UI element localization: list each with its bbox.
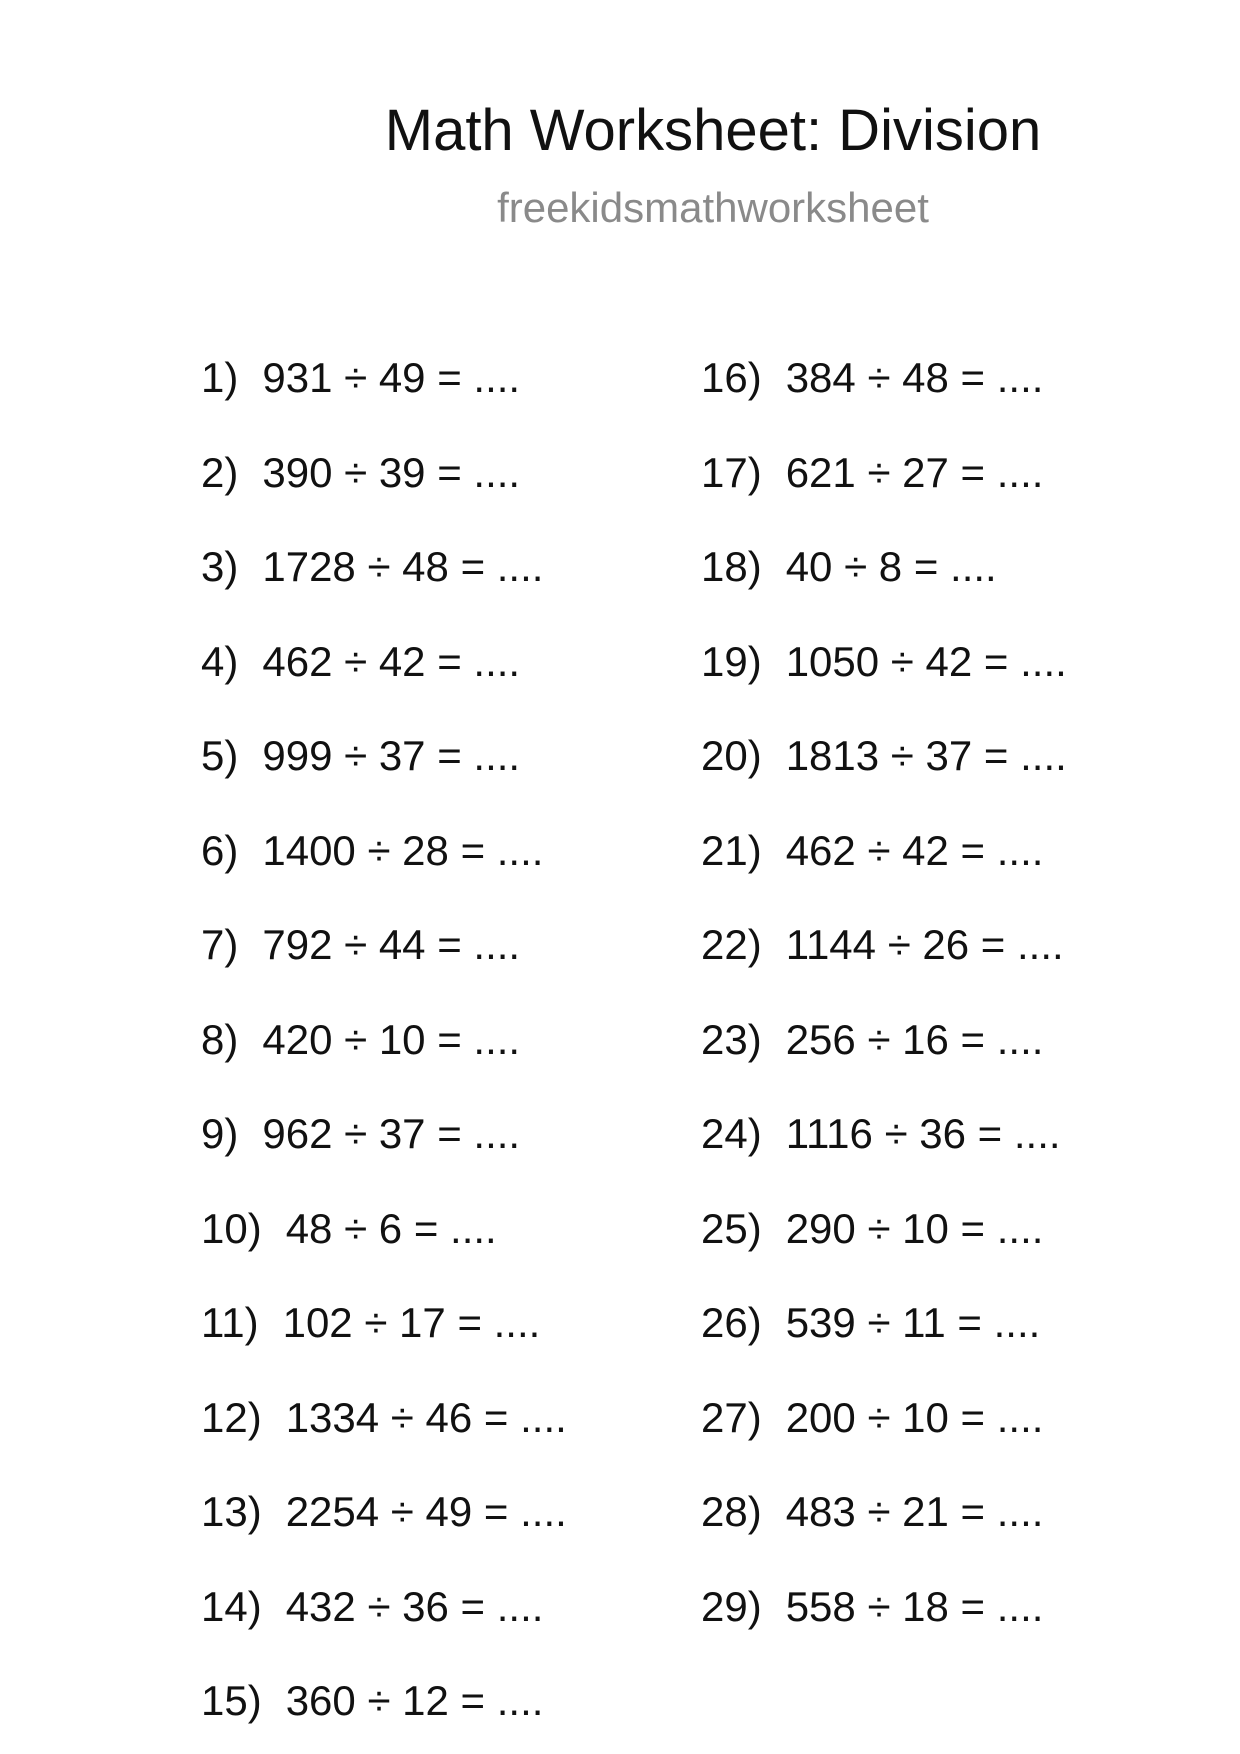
problem-number: 6) xyxy=(201,827,239,874)
problem-number: 3) xyxy=(201,543,239,590)
problem-expression: 999 ÷ 37 = .... xyxy=(262,732,521,779)
problem-expression: 102 ÷ 17 = .... xyxy=(282,1299,541,1346)
problem-expression: 1813 ÷ 37 = .... xyxy=(785,732,1067,779)
problem-expression: 931 ÷ 49 = .... xyxy=(262,354,521,401)
worksheet-subtitle: freekidsmathworksheet xyxy=(497,184,929,231)
problem-number: 26) xyxy=(701,1299,762,1346)
problem-expression: 384 ÷ 48 = .... xyxy=(785,354,1044,401)
problem-expression: 2254 ÷ 49 = .... xyxy=(285,1488,567,1535)
problem-number: 22) xyxy=(701,921,762,968)
problem-expression: 40 ÷ 8 = .... xyxy=(785,543,997,590)
problem-number: 25) xyxy=(701,1205,762,1252)
problem-item xyxy=(701,350,1043,406)
problem-expression: 360 ÷ 12 = .... xyxy=(285,1677,544,1724)
problem-item xyxy=(201,634,520,690)
problem-item xyxy=(701,1484,1043,1540)
problem-item xyxy=(201,1012,520,1068)
problem-item xyxy=(201,445,520,501)
problem-expression: 1116 ÷ 36 = .... xyxy=(785,1110,1061,1157)
problem-item xyxy=(701,823,1043,879)
problem-expression: 462 ÷ 42 = .... xyxy=(785,827,1044,874)
problem-expression: 1144 ÷ 26 = .... xyxy=(785,921,1064,968)
problem-item xyxy=(201,350,520,406)
problem-number: 7) xyxy=(201,921,239,968)
problem-number: 14) xyxy=(201,1583,262,1630)
problem-item xyxy=(201,1673,543,1729)
problem-number: 9) xyxy=(201,1110,239,1157)
problem-number: 19) xyxy=(701,638,762,685)
problem-expression: 1334 ÷ 46 = .... xyxy=(285,1394,567,1441)
problem-number: 20) xyxy=(701,732,762,779)
problem-item xyxy=(201,1390,567,1446)
problem-item xyxy=(701,634,1067,690)
problem-item xyxy=(701,728,1067,784)
problem-expression: 1050 ÷ 42 = .... xyxy=(785,638,1067,685)
problem-item xyxy=(701,1295,1040,1351)
problem-item xyxy=(201,1579,543,1635)
problem-expression: 558 ÷ 18 = .... xyxy=(785,1583,1044,1630)
problem-number: 24) xyxy=(701,1110,762,1157)
problem-item xyxy=(701,1390,1043,1446)
problem-number: 4) xyxy=(201,638,239,685)
problem-expression: 48 ÷ 6 = .... xyxy=(285,1205,497,1252)
problem-expression: 462 ÷ 42 = .... xyxy=(262,638,521,685)
problem-expression: 290 ÷ 10 = .... xyxy=(785,1205,1044,1252)
problem-number: 2) xyxy=(201,449,239,496)
problem-expression: 483 ÷ 21 = .... xyxy=(785,1488,1044,1535)
problem-item xyxy=(201,728,520,784)
problem-expression: 621 ÷ 27 = .... xyxy=(785,449,1044,496)
worksheet-title: Math Worksheet: Division xyxy=(384,98,1042,163)
problem-expression: 539 ÷ 11 = .... xyxy=(785,1299,1041,1346)
problem-number: 8) xyxy=(201,1016,239,1063)
problem-expression: 390 ÷ 39 = .... xyxy=(262,449,521,496)
problem-number: 29) xyxy=(701,1583,762,1630)
problem-item xyxy=(201,1201,497,1257)
problem-number: 10) xyxy=(201,1205,262,1252)
problem-expression: 1728 ÷ 48 = .... xyxy=(262,543,544,590)
problem-number: 12) xyxy=(201,1394,262,1441)
problem-item xyxy=(201,823,543,879)
problem-item xyxy=(201,1295,540,1351)
problem-item xyxy=(201,917,520,973)
problem-number: 23) xyxy=(701,1016,762,1063)
problem-item xyxy=(201,1106,520,1162)
problem-expression: 432 ÷ 36 = .... xyxy=(285,1583,544,1630)
problem-number: 5) xyxy=(201,732,239,779)
problem-expression: 792 ÷ 44 = .... xyxy=(262,921,521,968)
problem-item xyxy=(701,445,1043,501)
problem-expression: 200 ÷ 10 = .... xyxy=(785,1394,1044,1441)
problem-item xyxy=(701,1201,1043,1257)
problem-item xyxy=(701,1012,1043,1068)
problem-number: 16) xyxy=(701,354,762,401)
problem-item xyxy=(201,539,543,595)
problem-expression: 420 ÷ 10 = .... xyxy=(262,1016,521,1063)
problem-number: 17) xyxy=(701,449,762,496)
problem-item xyxy=(701,1579,1043,1635)
problem-expression: 1400 ÷ 28 = .... xyxy=(262,827,544,874)
problem-item xyxy=(701,917,1064,973)
problem-expression: 962 ÷ 37 = .... xyxy=(262,1110,521,1157)
problem-number: 11) xyxy=(201,1299,259,1346)
problem-number: 18) xyxy=(701,543,762,590)
problem-number: 21) xyxy=(701,827,762,874)
problem-number: 28) xyxy=(701,1488,762,1535)
problem-number: 13) xyxy=(201,1488,262,1535)
problem-number: 27) xyxy=(701,1394,762,1441)
problem-expression: 256 ÷ 16 = .... xyxy=(785,1016,1044,1063)
problem-item xyxy=(201,1484,567,1540)
problem-item xyxy=(701,539,997,595)
problem-item xyxy=(701,1106,1061,1162)
problem-number: 1) xyxy=(201,354,239,401)
problem-number: 15) xyxy=(201,1677,262,1724)
